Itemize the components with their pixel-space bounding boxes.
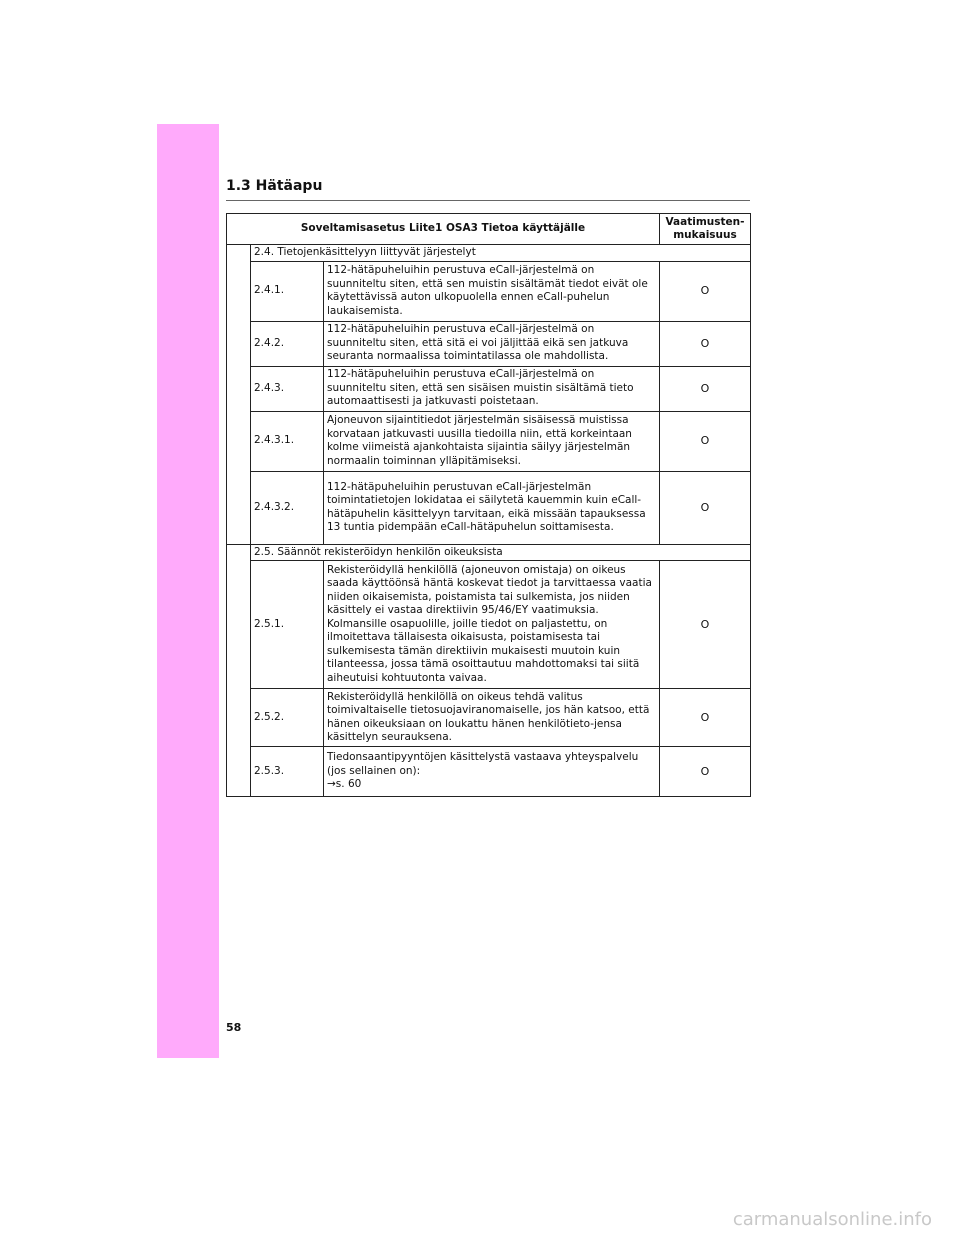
table-row <box>227 747 751 797</box>
page-reference-link[interactable]: →s. 60 <box>327 778 362 791</box>
section-title: 1.3 Hätäapu <box>226 178 323 194</box>
item-number: 2.4.3.2. <box>251 471 324 544</box>
compliance-mark: O <box>660 561 751 689</box>
item-number: 2.4.1. <box>251 261 324 321</box>
compliance-mark: O <box>660 411 751 471</box>
table-row <box>227 689 751 747</box>
table-row <box>227 261 751 321</box>
compliance-mark: O <box>660 261 751 321</box>
compliance-mark: O <box>660 321 751 366</box>
compliance-mark: O <box>660 689 751 747</box>
compliance-mark: O <box>660 747 751 797</box>
item-text: 112-hätäpuheluihin perustuva eCall-järjestelmä on suunniteltu siten, että sen sisäisen muistin sisältämä tieto automaattisesti ja jatkuvasti poistetaan. <box>324 366 660 411</box>
item-number: 2.4.2. <box>251 321 324 366</box>
item-text: Ajoneuvon sijaintitiedot järjestelmän sisäisessä muistissa korvataan jatkuvasti uusilla tiedoilla niin, että korkeintaan kolme viimeistä ajankohtaista sijaintia säilyy järjestelmän normaalin toiminnan ylläpitämiseksi. <box>324 411 660 471</box>
group-heading-row <box>227 245 751 262</box>
item-text-with-ref <box>324 747 660 797</box>
item-text: 112-hätäpuheluihin perustuva eCall-järjestelmä on suunniteltu siten, että sitä ei voi jäljittää eikä sen jatkuva seuranta normaalissa toimintatilassa ole mahdollista. <box>324 321 660 366</box>
compliance-mark: O <box>660 366 751 411</box>
table-row <box>227 321 751 366</box>
item-text: Rekisteröidyllä henkilöllä on oikeus tehdä valitus toimivaltaiselle tietosuojaviranomaiselle, jos hän katsoo, että hänen oikeuksiaan on loukattu hänen henkilötieto-jensa käsittelyn seurauksena. <box>324 689 660 747</box>
item-text: Rekisteröidyllä henkilöllä (ajoneuvon omistaja) on oikeus saada käyttöönsä häntä koskevat tiedot ja tarvittaessa vaatia niiden oikaisemista, poistamista tai sulkemista, jos niiden käsittely ei vastaa direktiivin 95/46/EY vaatimuksia. Kolmansille osapuolille, joille tiedot on paljastettu, on ilmoitettava tällaisesta oikaisusta, poistamisesta tai sulkemisesta tämän direktiivin mukaisesti muutoin kuin tilanteessa, jossa tämä osoittautuu mahdottomaksi tai siitä aiheutuisi kohtuutonta vaivaa. <box>324 561 660 689</box>
table-header-row <box>227 214 751 245</box>
title-divider <box>226 200 750 201</box>
item-text: 112-hätäpuheluihin perustuvan eCall-järjestelmän toimintatietojen lokidataa ei säilytetä kauemmin kuin eCall-hätäpuhelin käsittelyyn tarvitaan, eikä missään tapauksessa 13 tuntia pidempään eCall-hätäpuhelun soittamisesta. <box>324 471 660 544</box>
item-number: 2.5.1. <box>251 561 324 689</box>
chapter-tab-bar <box>157 124 219 1058</box>
item-number: 2.4.3. <box>251 366 324 411</box>
item-text: Tiedonsaantipyyntöjen käsittelystä vastaava yhteyspalvelu (jos sellainen on): <box>327 751 639 777</box>
watermark: carmanualsonline.info <box>732 1209 932 1230</box>
table-row <box>227 411 751 471</box>
page-number: 58 <box>226 1021 242 1034</box>
group-heading-row <box>227 544 751 561</box>
table-row <box>227 366 751 411</box>
item-number: 2.4.3.1. <box>251 411 324 471</box>
group-heading: 2.4. Tietojenkäsittelyyn liittyvät järjestelyt <box>251 245 751 262</box>
table-row <box>227 471 751 544</box>
group-heading: 2.5. Säännöt rekisteröidyn henkilön oikeuksista <box>251 544 751 561</box>
item-number: 2.5.2. <box>251 689 324 747</box>
item-text: 112-hätäpuheluihin perustuva eCall-järjestelmä on suunniteltu siten, että sen muistin sisältämät tiedot eivät ole käytettävissä auton ulkopuolella ennen eCall-puhelun laukaisemista. <box>324 261 660 321</box>
compliance-mark: O <box>660 471 751 544</box>
group-indent-cell <box>227 245 251 545</box>
table-row <box>227 561 751 689</box>
group-indent-cell <box>227 544 251 797</box>
header-compliance: Vaatimusten- mukaisuus <box>660 214 751 245</box>
item-number: 2.5.3. <box>251 747 324 797</box>
compliance-table <box>226 213 751 797</box>
header-regulation: Soveltamisasetus Liite1 OSA3 Tietoa käyttäjälle <box>227 214 660 245</box>
